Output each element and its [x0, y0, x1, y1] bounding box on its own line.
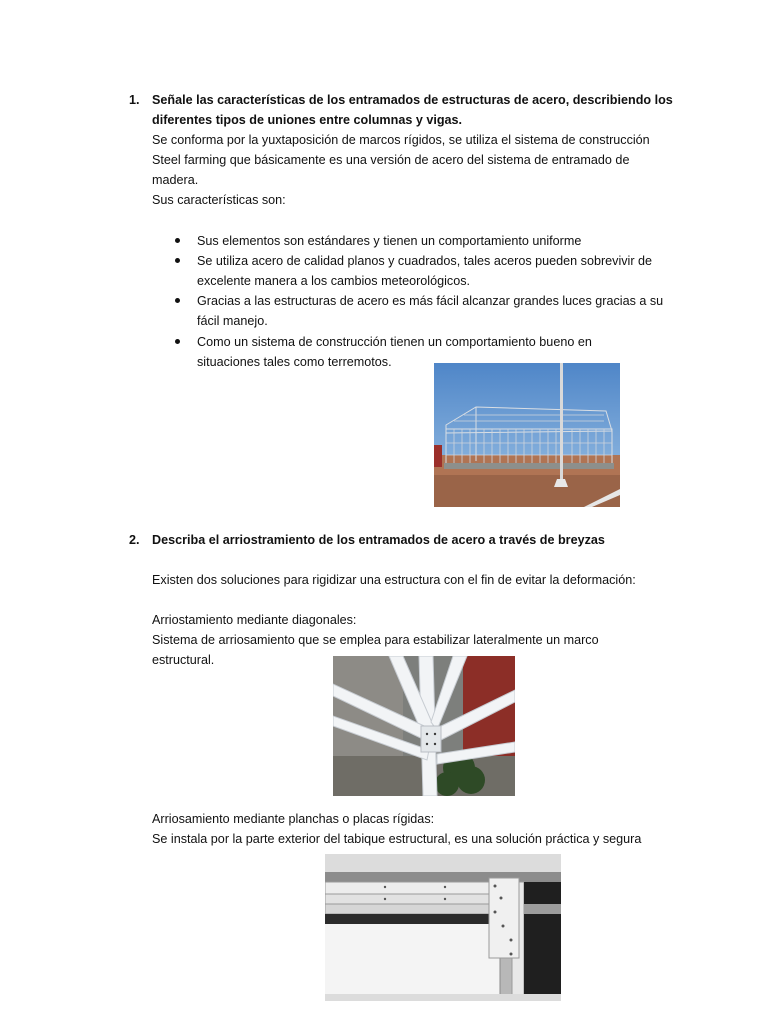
q1-paragraph-line2: Steel farming que básicamente es una versión de acero del sistema de entramado de	[152, 153, 630, 167]
diagonal-bracing-line2: estructural.	[152, 653, 215, 667]
q2-intro: Existen dos soluciones para rigidizar una estructura con el fin de evitar la deformación:	[152, 573, 636, 587]
diagonal-bracing-heading: Arriostamiento mediante diagonales:	[152, 613, 357, 627]
q2-number: 2.	[129, 533, 140, 547]
q1-title-line2: diferentes tipos de uniones entre columnas y vigas.	[152, 113, 463, 127]
q1-paragraph-line3: madera.	[152, 173, 199, 187]
list-item: Sus elementos son estándares y tienen un comportamiento uniforme	[197, 234, 582, 248]
list-item-continuation: situaciones tales como terremotos.	[197, 355, 392, 369]
bullet-dot	[175, 298, 180, 303]
q2-title: Describa el arriostramiento de los entramados de acero a través de breyzas	[152, 533, 605, 547]
q1-number: 1.	[129, 93, 140, 107]
plate-bracing-heading: Arriosamiento mediante planchas o placas rígidas:	[152, 812, 435, 826]
bullet-dot	[175, 339, 180, 344]
steel-frame-building-photo	[434, 363, 620, 507]
list-item: Como un sistema de construcción tienen un comportamiento bueno en	[197, 335, 592, 349]
list-item: Gracias a las estructuras de acero es más fácil alcanzar grandes luces gracias a su	[197, 294, 664, 308]
list-item-continuation: fácil manejo.	[197, 314, 268, 328]
diagonal-bracing-line1: Sistema de arriosamiento que se emplea para estabilizar lateralmente un marco	[152, 633, 599, 647]
q1-characteristics-intro: Sus características son:	[152, 193, 286, 207]
diagonal-bracing-photo	[333, 656, 515, 796]
list-item: Se utiliza acero de calidad planos y cuadrados, tales aceros pueden sobrevivir de	[197, 254, 653, 268]
rigid-plate-bracing-photo	[325, 854, 561, 1001]
plate-bracing-line1: Se instala por la parte exterior del tabique estructural, es una solución práctica y segura	[152, 832, 642, 846]
list-item-continuation: excelente manera a los cambios meteorológicos.	[197, 274, 471, 288]
q1-paragraph-line1: Se conforma por la yuxtaposición de marcos rígidos, se utiliza el sistema de construcción	[152, 133, 650, 147]
bullet-dot	[175, 258, 180, 263]
q1-title-line1: Señale las características de los entramados de estructuras de acero, describiendo los	[152, 93, 673, 107]
bullet-dot	[175, 238, 180, 243]
